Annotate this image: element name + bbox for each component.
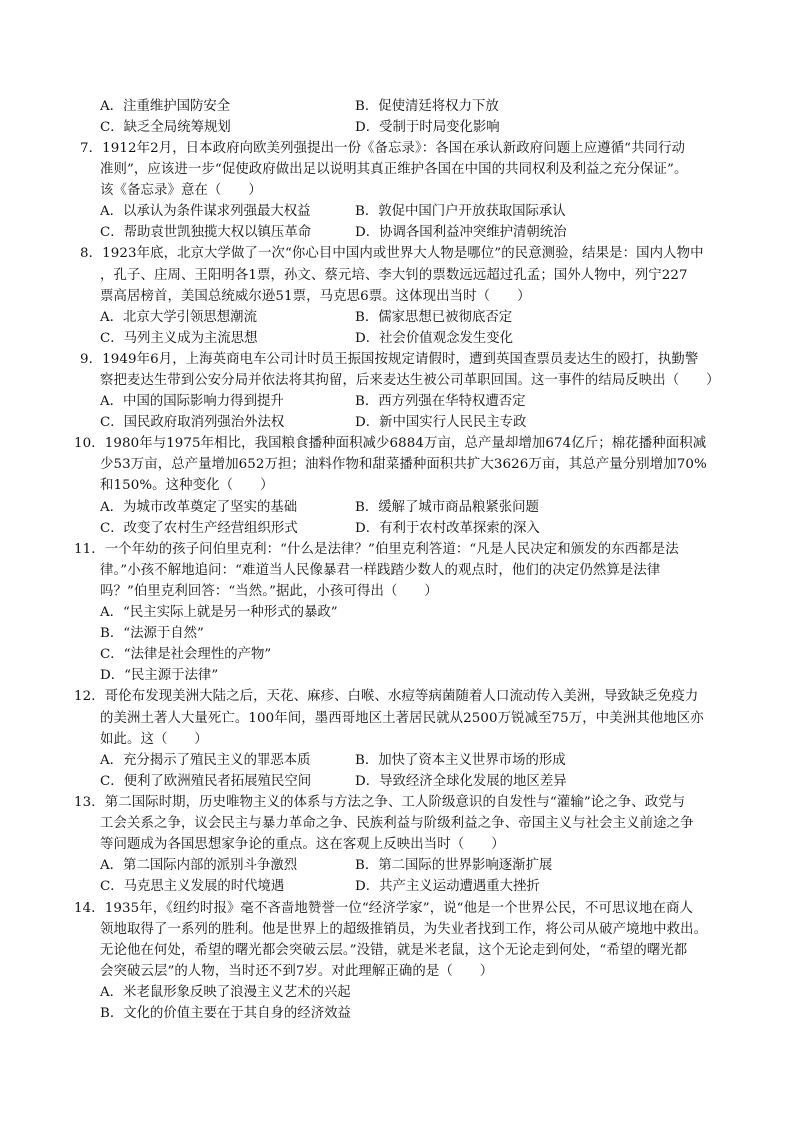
option-q9-c: C．国民政府取消列强治外法权 — [100, 415, 285, 430]
question-9-line-1: 9．1949年6月，上海英商电车公司计时员王振国按规定请假时，遭到英国查票员麦达生的殴打，执勤警 — [80, 352, 699, 367]
option-q13-d: D．共产主义运动遭遇重大挫折 — [355, 879, 540, 894]
option-q9-a: A．中国的国际影响力得到提升 — [100, 394, 284, 409]
option-q12-b: B．加快了资本主义世界市场的形成 — [355, 753, 566, 768]
option-q8-a: A．北京大学引领思想潮流 — [100, 310, 257, 325]
option-q10-a: A．为城市改革奠定了坚实的基础 — [100, 500, 298, 515]
option-q10-d: D．有利于农村改革探索的深入 — [355, 521, 540, 536]
option-q7-a: A．以承认为条件谋求列强最大权益 — [100, 204, 311, 219]
option-q8-d: D．社会价值观念发生变化 — [355, 331, 514, 346]
question-12-line-2: 的美洲土著人大量死亡。100年间，墨西哥地区土著居民就从2500万锐减至75万，中美洲其他地区亦 — [100, 711, 704, 726]
option-q13-c: C．马克思主义发展的时代境遇 — [100, 879, 285, 894]
option-q7-c: C．帮助袁世凯独揽大权以镇压革命 — [100, 225, 312, 240]
question-8-line-2: ，孔子、庄周、王阳明各1票，孙文、蔡元培、李大钊的票数远远超过孔孟；国外人物中，列宁227 — [100, 268, 688, 283]
question-10-line-1: 10．1980年与1975年相比，我国粮食播种面积减少6884万亩，总产量却增加674亿斤；棉花播种面积减 — [74, 436, 707, 451]
option-q9-d: D．新中国实行人民民主专政 — [355, 415, 527, 430]
question-13-line-3: 等问题成为各国思想家争论的重点。这在客观上反映出当时（ ） — [100, 837, 505, 852]
option-q11-d: D．“民主源于法律” — [100, 668, 219, 683]
option-q6-b: B．促使清廷将权力下放 — [355, 99, 499, 114]
question-13-line-2: 工会关系之争，议会民主与暴力革命之争、民族利益与阶级利益之争、帝国主义与社会主义前途之争 — [100, 816, 694, 831]
option-q6-d: D．受制于时局变化影响 — [355, 120, 500, 135]
question-8-line-3: 票高居榜首，美国总统威尔逊51票，马克思6票。这体现出当时（ ） — [100, 289, 531, 304]
question-7-line-3: 该《备忘录》意在（ ） — [100, 183, 262, 198]
option-q8-c: C．马列主义成为主流思想 — [100, 331, 258, 346]
option-q7-b: B．敦促中国门户开放获取国际承认 — [355, 204, 566, 219]
option-q10-c: C．改变了农村生产经营组织形式 — [100, 521, 298, 536]
question-14-line-4: 会突破云层”的人物，当时还不到7岁。对此理解正确的是（ ） — [100, 964, 494, 979]
option-q11-b: B．“法源于自然” — [100, 626, 204, 641]
question-12-line-3: 如此。这（ ） — [100, 732, 208, 747]
option-q9-b: B．西方列强在华特权遭否定 — [355, 394, 526, 409]
question-9-line-2: 察把麦达生带到公安分局并依法将其拘留，后来麦达生被公司革职回国。这一事件的结局反映出（ ） — [100, 373, 720, 388]
question-11-line-2: 律。”小孩不解地追问：“难道当人民像暴君一样践踏少数人的观点时，他们的决定仍然算是法律 — [100, 563, 661, 578]
option-q6-c: C．缺乏全局统筹规划 — [100, 120, 231, 135]
option-q12-a: A．充分揭示了殖民主义的罪恶本质 — [100, 753, 311, 768]
option-q14-a: A．米老鼠形象反映了浪漫主义艺术的兴起 — [100, 985, 351, 1000]
question-10-line-3: 和150%。这种变化（ ） — [100, 478, 274, 493]
option-q8-b: B．儒家思想已被彻底否定 — [355, 310, 513, 325]
question-13-line-1: 13．第二国际时期，历史唯物主义的体系与方法之争、工人阶级意识的自发性与“灌输”论之争、政党与 — [74, 795, 686, 810]
question-7-line-2: 准则”，应该进一步“促使政府做出足以说明其真正维护各国在中国的共同权利及利益之充分保证”。 — [100, 162, 688, 177]
option-q12-c: C．便利了欧洲殖民者拓展殖民空间 — [100, 774, 312, 789]
question-14-line-2: 领地取得了一系列的胜利。他是世界上的超级推销员，为失业者找到工作，将公司从破产境地中救出。 — [100, 922, 708, 937]
question-14-line-3: 无论他在何处，希望的曙光都会突破云层。”没错，就是米老鼠，这个无论走到何处，“希望的曙光都 — [100, 943, 688, 958]
question-14-line-1: 14．1935年，《纽约时报》毫不吝啬地赞誉一位“经济学家”，说“他是一个世界公民，不可思议地在商人 — [74, 901, 693, 916]
question-10-line-2: 少53万亩，总产量增加652万担；油料作物和甜菜播种面积共扩大3626万亩，其总产量分别增加70% — [100, 457, 707, 472]
option-q7-d: D．协调各国利益冲突维护清朝统治 — [355, 225, 567, 240]
question-7-line-1: 7．1912年2月，日本政府向欧美列强提出一份《备忘录》：各国在承认新政府问题上应遵循“共同行动 — [80, 141, 686, 156]
question-11-line-1: 11．一个年幼的孩子问伯里克利：“什么是法律？”伯里克利答道：“凡是人民决定和颁发的东西都是法 — [74, 542, 679, 557]
option-q12-d: D．导致经济全球化发展的地区差异 — [355, 774, 567, 789]
option-q14-b: B．文化的价值主要在于其自身的经济效益 — [100, 1006, 351, 1021]
question-12-line-1: 12．哥伦布发现美洲大陆之后，天花、麻疹、白喉、水痘等病菌随着人口流动传入美洲，导致缺乏免疫力 — [74, 689, 699, 704]
option-q13-a: A．第二国际内部的派别斗争激烈 — [100, 858, 298, 873]
option-q11-a: A．“民主实际上就是另一种形式的暴政” — [100, 605, 338, 620]
question-11-line-3: 吗？”伯里克利回答：“当然。”据此，小孩可得出（ ） — [100, 584, 438, 599]
option-q6-a: A．注重维护国防安全 — [100, 99, 231, 114]
option-q11-c: C．“法律是社会理性的产物” — [100, 647, 272, 662]
option-q13-b: B．第二国际的世界影响逐渐扩展 — [355, 858, 553, 873]
question-8-line-1: 8．1923年底，北京大学做了一次“你心目中国内或世界大人物是哪位”的民意测验，结果是：国内人物中 — [80, 246, 704, 261]
option-q10-b: B．缓解了城市商品粮紧张问题 — [355, 500, 539, 515]
